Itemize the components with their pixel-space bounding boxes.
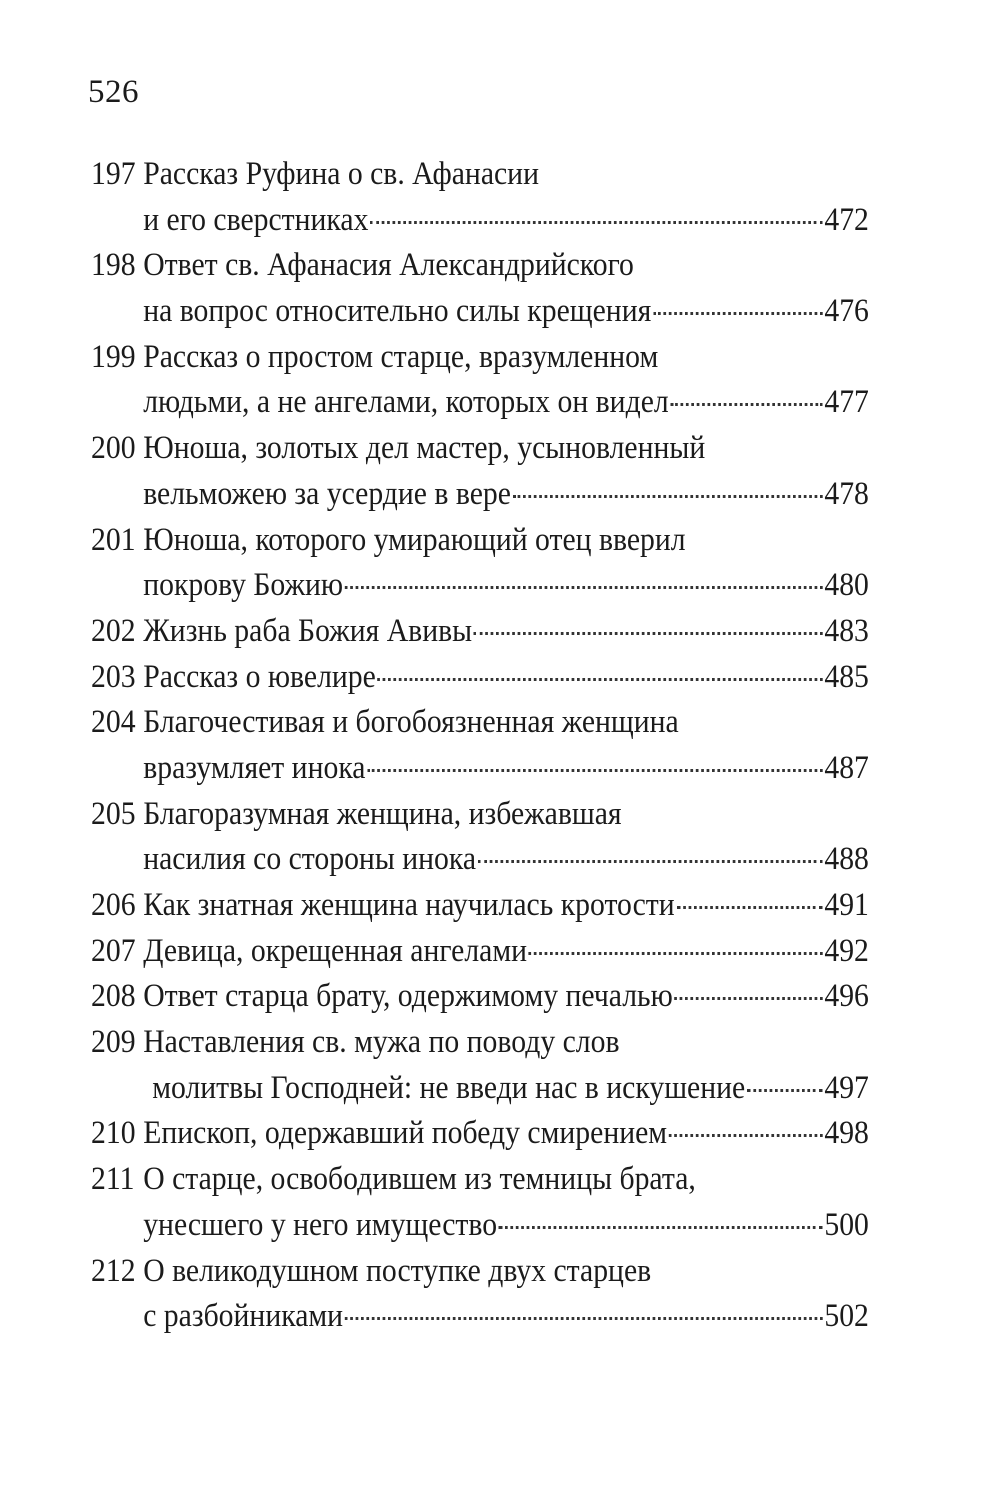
entry-number: 204 xyxy=(91,704,136,741)
dot-leader xyxy=(378,678,823,681)
entry-title: Как знатная женщина научилась кротости xyxy=(143,887,675,923)
entry-title: покрову Божию xyxy=(143,567,344,604)
entry-title: Юноша, которого умирающий отец вверил xyxy=(143,521,686,558)
table-of-contents xyxy=(91,152,869,1340)
toc-line xyxy=(91,1249,869,1295)
entry-page-number: 498 xyxy=(824,1115,869,1152)
entry-title: Епископ, одержавший победу смирением xyxy=(143,1115,668,1152)
entry-number: 207 xyxy=(91,932,136,969)
toc-line xyxy=(91,655,869,701)
entry-title: Благочестивая и богобоязненная женщина xyxy=(143,704,679,741)
dot-leader xyxy=(671,403,823,406)
entry-number: 197 xyxy=(91,156,136,192)
toc-line xyxy=(91,974,869,1020)
dot-leader xyxy=(474,632,823,635)
entry-page-number: 477 xyxy=(824,384,869,421)
entry-title: и его сверстниках xyxy=(143,201,369,238)
toc-line xyxy=(91,426,869,472)
dot-leader xyxy=(513,495,823,498)
entry-number: 211 xyxy=(91,1161,135,1198)
toc-line xyxy=(91,792,869,838)
toc-line xyxy=(91,563,869,609)
entry-number: 209 xyxy=(91,1024,136,1061)
toc-line xyxy=(91,380,869,426)
entry-title: вразумляет инока xyxy=(143,749,366,786)
toc-line xyxy=(91,1066,869,1112)
entry-page-number: 487 xyxy=(824,749,869,786)
page-number: 526 xyxy=(88,74,139,110)
toc-line xyxy=(91,1294,869,1340)
entry-title: Ответ св. Афанасия Александрийского xyxy=(143,247,634,284)
entry-number: 212 xyxy=(91,1252,136,1289)
entry-page-number: 492 xyxy=(824,932,869,969)
entry-page-number: 500 xyxy=(824,1206,869,1243)
entry-title: Ответ старца брату, одержимому печалью xyxy=(143,978,673,1015)
toc-line xyxy=(91,883,869,929)
entry-page-number: 491 xyxy=(824,887,869,923)
entry-title: с разбойниками xyxy=(143,1298,344,1335)
toc-line xyxy=(91,335,869,381)
entry-page-number: 496 xyxy=(824,978,869,1015)
toc-line xyxy=(91,700,869,746)
entry-number: 203 xyxy=(91,658,136,695)
entry-page-number: 488 xyxy=(824,841,869,878)
entry-title: Девица, окрещенная ангелами xyxy=(143,932,528,969)
entry-page-number: 502 xyxy=(824,1298,869,1335)
entry-title: Наставления св. мужа по поводу слов xyxy=(143,1024,620,1061)
entry-title: унесшего у него имущество xyxy=(143,1206,498,1243)
toc-line xyxy=(91,1157,869,1203)
entry-title: О великодушном поступке двух старцев xyxy=(143,1252,652,1289)
dot-leader xyxy=(367,769,822,772)
entry-page-number: 497 xyxy=(824,1069,869,1106)
dot-leader xyxy=(675,997,823,1000)
toc-line xyxy=(91,472,869,518)
entry-title: на вопрос относительно силы крещения xyxy=(143,293,652,330)
entry-title: О старце, освободившем из темницы брата, xyxy=(143,1161,696,1198)
dot-leader xyxy=(529,952,823,955)
entry-title: людьми, а не ангелами, которых он видел xyxy=(143,384,669,421)
entry-page-number: 472 xyxy=(824,201,869,238)
entry-number: 206 xyxy=(91,887,136,923)
entry-title: Рассказ Руфина о св. Афанасии xyxy=(143,156,539,192)
entry-number: 202 xyxy=(91,612,136,649)
toc-line xyxy=(91,609,869,655)
entry-title: вельможею за усердие в вере xyxy=(143,475,511,512)
dot-leader xyxy=(345,586,823,589)
entry-title: Жизнь раба Божия Авивы xyxy=(143,612,473,649)
entry-number: 201 xyxy=(91,521,136,558)
entry-number: 208 xyxy=(91,978,136,1015)
dot-leader xyxy=(499,1226,823,1229)
toc-line xyxy=(91,929,869,975)
entry-page-number: 478 xyxy=(824,475,869,512)
toc-line xyxy=(91,837,869,883)
toc-line xyxy=(91,289,869,335)
toc-line xyxy=(91,243,869,289)
toc-line xyxy=(91,152,869,198)
entry-page-number: 480 xyxy=(824,567,869,604)
entry-title: Рассказ о простом старце, вразумленном xyxy=(143,338,659,375)
entry-number: 199 xyxy=(91,338,136,375)
dot-leader xyxy=(747,1089,823,1092)
dot-leader xyxy=(653,312,823,315)
dot-leader xyxy=(669,1134,823,1137)
toc-line xyxy=(91,746,869,792)
entry-title: Юноша, золотых дел мастер, усыновленный xyxy=(143,430,706,467)
entry-number: 198 xyxy=(91,247,136,284)
dot-leader xyxy=(370,221,822,224)
toc-line xyxy=(91,1020,869,1066)
toc-line xyxy=(91,1203,869,1249)
dot-leader xyxy=(676,906,822,909)
dot-leader xyxy=(478,860,823,863)
toc-line xyxy=(91,198,869,244)
entry-title: насилия со стороны инока xyxy=(143,841,477,878)
entry-title: Благоразумная женщина, избежавшая xyxy=(143,795,622,832)
entry-page-number: 485 xyxy=(824,658,869,695)
entry-number: 210 xyxy=(91,1115,136,1152)
dot-leader xyxy=(345,1317,823,1320)
entry-page-number: 476 xyxy=(824,293,869,330)
toc-line xyxy=(91,518,869,564)
entry-title: молитвы Господней: не введи нас в искушение xyxy=(152,1069,746,1106)
entry-title: Рассказ о ювелире xyxy=(143,658,376,695)
entry-number: 205 xyxy=(91,795,136,832)
entry-number: 200 xyxy=(91,430,136,467)
entry-page-number: 483 xyxy=(824,612,869,649)
toc-line xyxy=(91,1111,869,1157)
